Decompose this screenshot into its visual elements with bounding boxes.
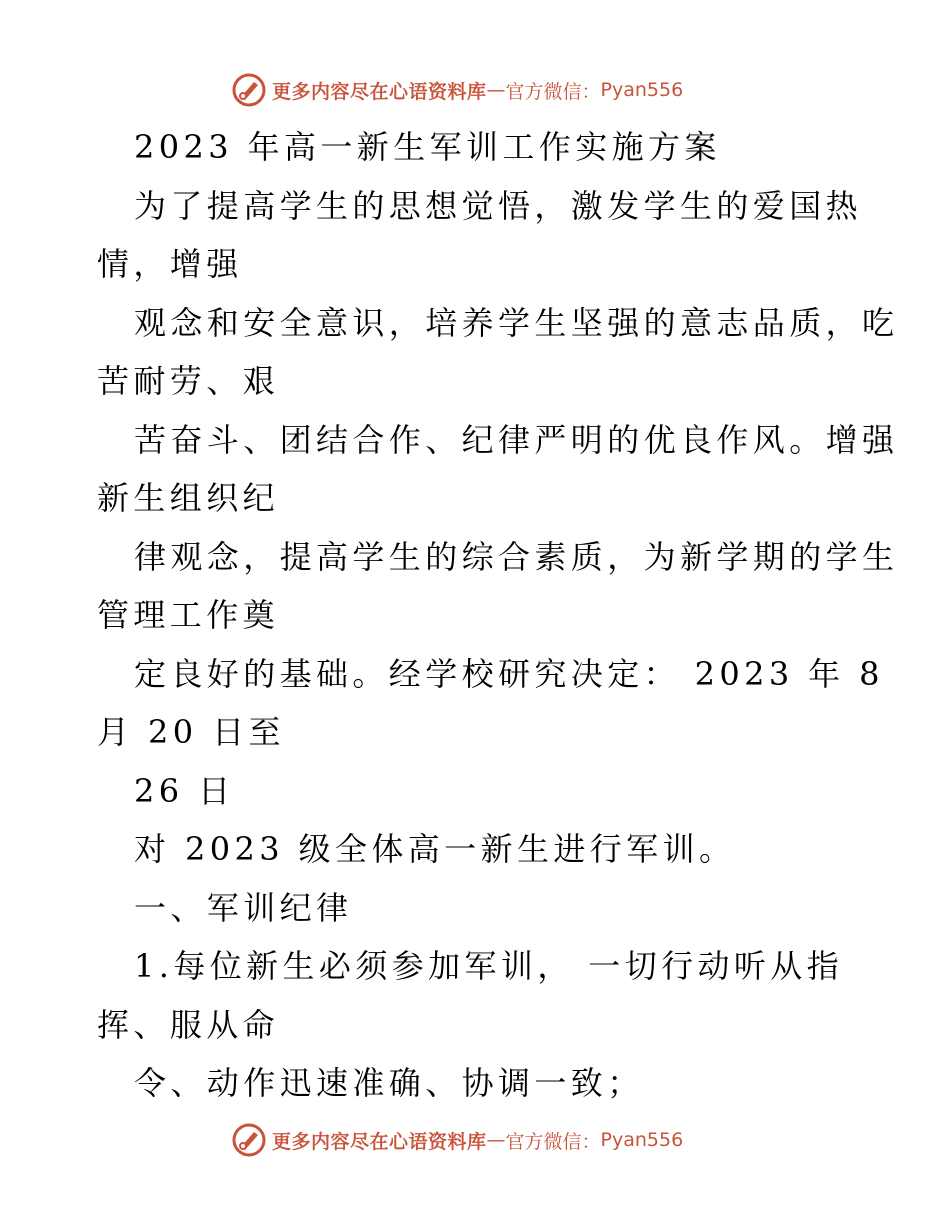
paragraph-line: 新生组织纪 [97, 479, 280, 517]
watermark-wechat-id: Pyan556 [600, 1129, 684, 1151]
paragraph-line: 苦奋斗、团结合作、纪律严明的优良作风。增强 [134, 421, 899, 459]
paragraph-line: 令、动作迅速准确、协调一致； [134, 1064, 644, 1102]
paragraph-line: 律观念，提高学生的综合素质，为新学期的学生 [134, 538, 899, 576]
watermark-footer [232, 1122, 683, 1158]
watermark-sub-text: 官方微信： [505, 1130, 601, 1153]
logo-icon [232, 73, 266, 107]
paragraph-line: 对 2023 级全体高一新生进行军训。 [134, 830, 736, 868]
paragraph-line: 观念和安全意识，培养学生坚强的意志品质，吃 [134, 304, 899, 342]
document-title: 2023 年高一新生军训工作实施方案 [134, 128, 721, 166]
watermark-dash: — [486, 79, 506, 101]
watermark-sub-text: 官方微信： [505, 80, 601, 103]
paragraph-line: 26 日 [134, 772, 235, 810]
section-heading: 一、军训纪律 [134, 889, 353, 927]
watermark-dash: — [486, 1129, 506, 1151]
paragraph-line: 情，增强 [97, 245, 243, 283]
paragraph-line: 挥、服从命 [97, 1006, 280, 1044]
paragraph-line: 为了提高学生的思想觉悟，激发学生的爱国热 [134, 187, 863, 225]
paragraph-line: 月 20 日至 [97, 713, 285, 751]
logo-icon [232, 1123, 266, 1157]
paragraph-line: 定良好的基础。经学校研究决定： 2023 年 8 [134, 655, 884, 693]
watermark-main-text: 更多内容尽在心语资料库 [272, 80, 487, 103]
paragraph-line: 管理工作奠 [97, 596, 280, 634]
watermark-main-text: 更多内容尽在心语资料库 [272, 1130, 487, 1153]
paragraph-line: 1.每位新生必须参加军训， 一切行动听从指 [134, 947, 844, 985]
paragraph-line: 苦耐劳、艰 [97, 362, 280, 400]
watermark-wechat-id: Pyan556 [600, 79, 684, 101]
watermark-header [232, 72, 683, 108]
